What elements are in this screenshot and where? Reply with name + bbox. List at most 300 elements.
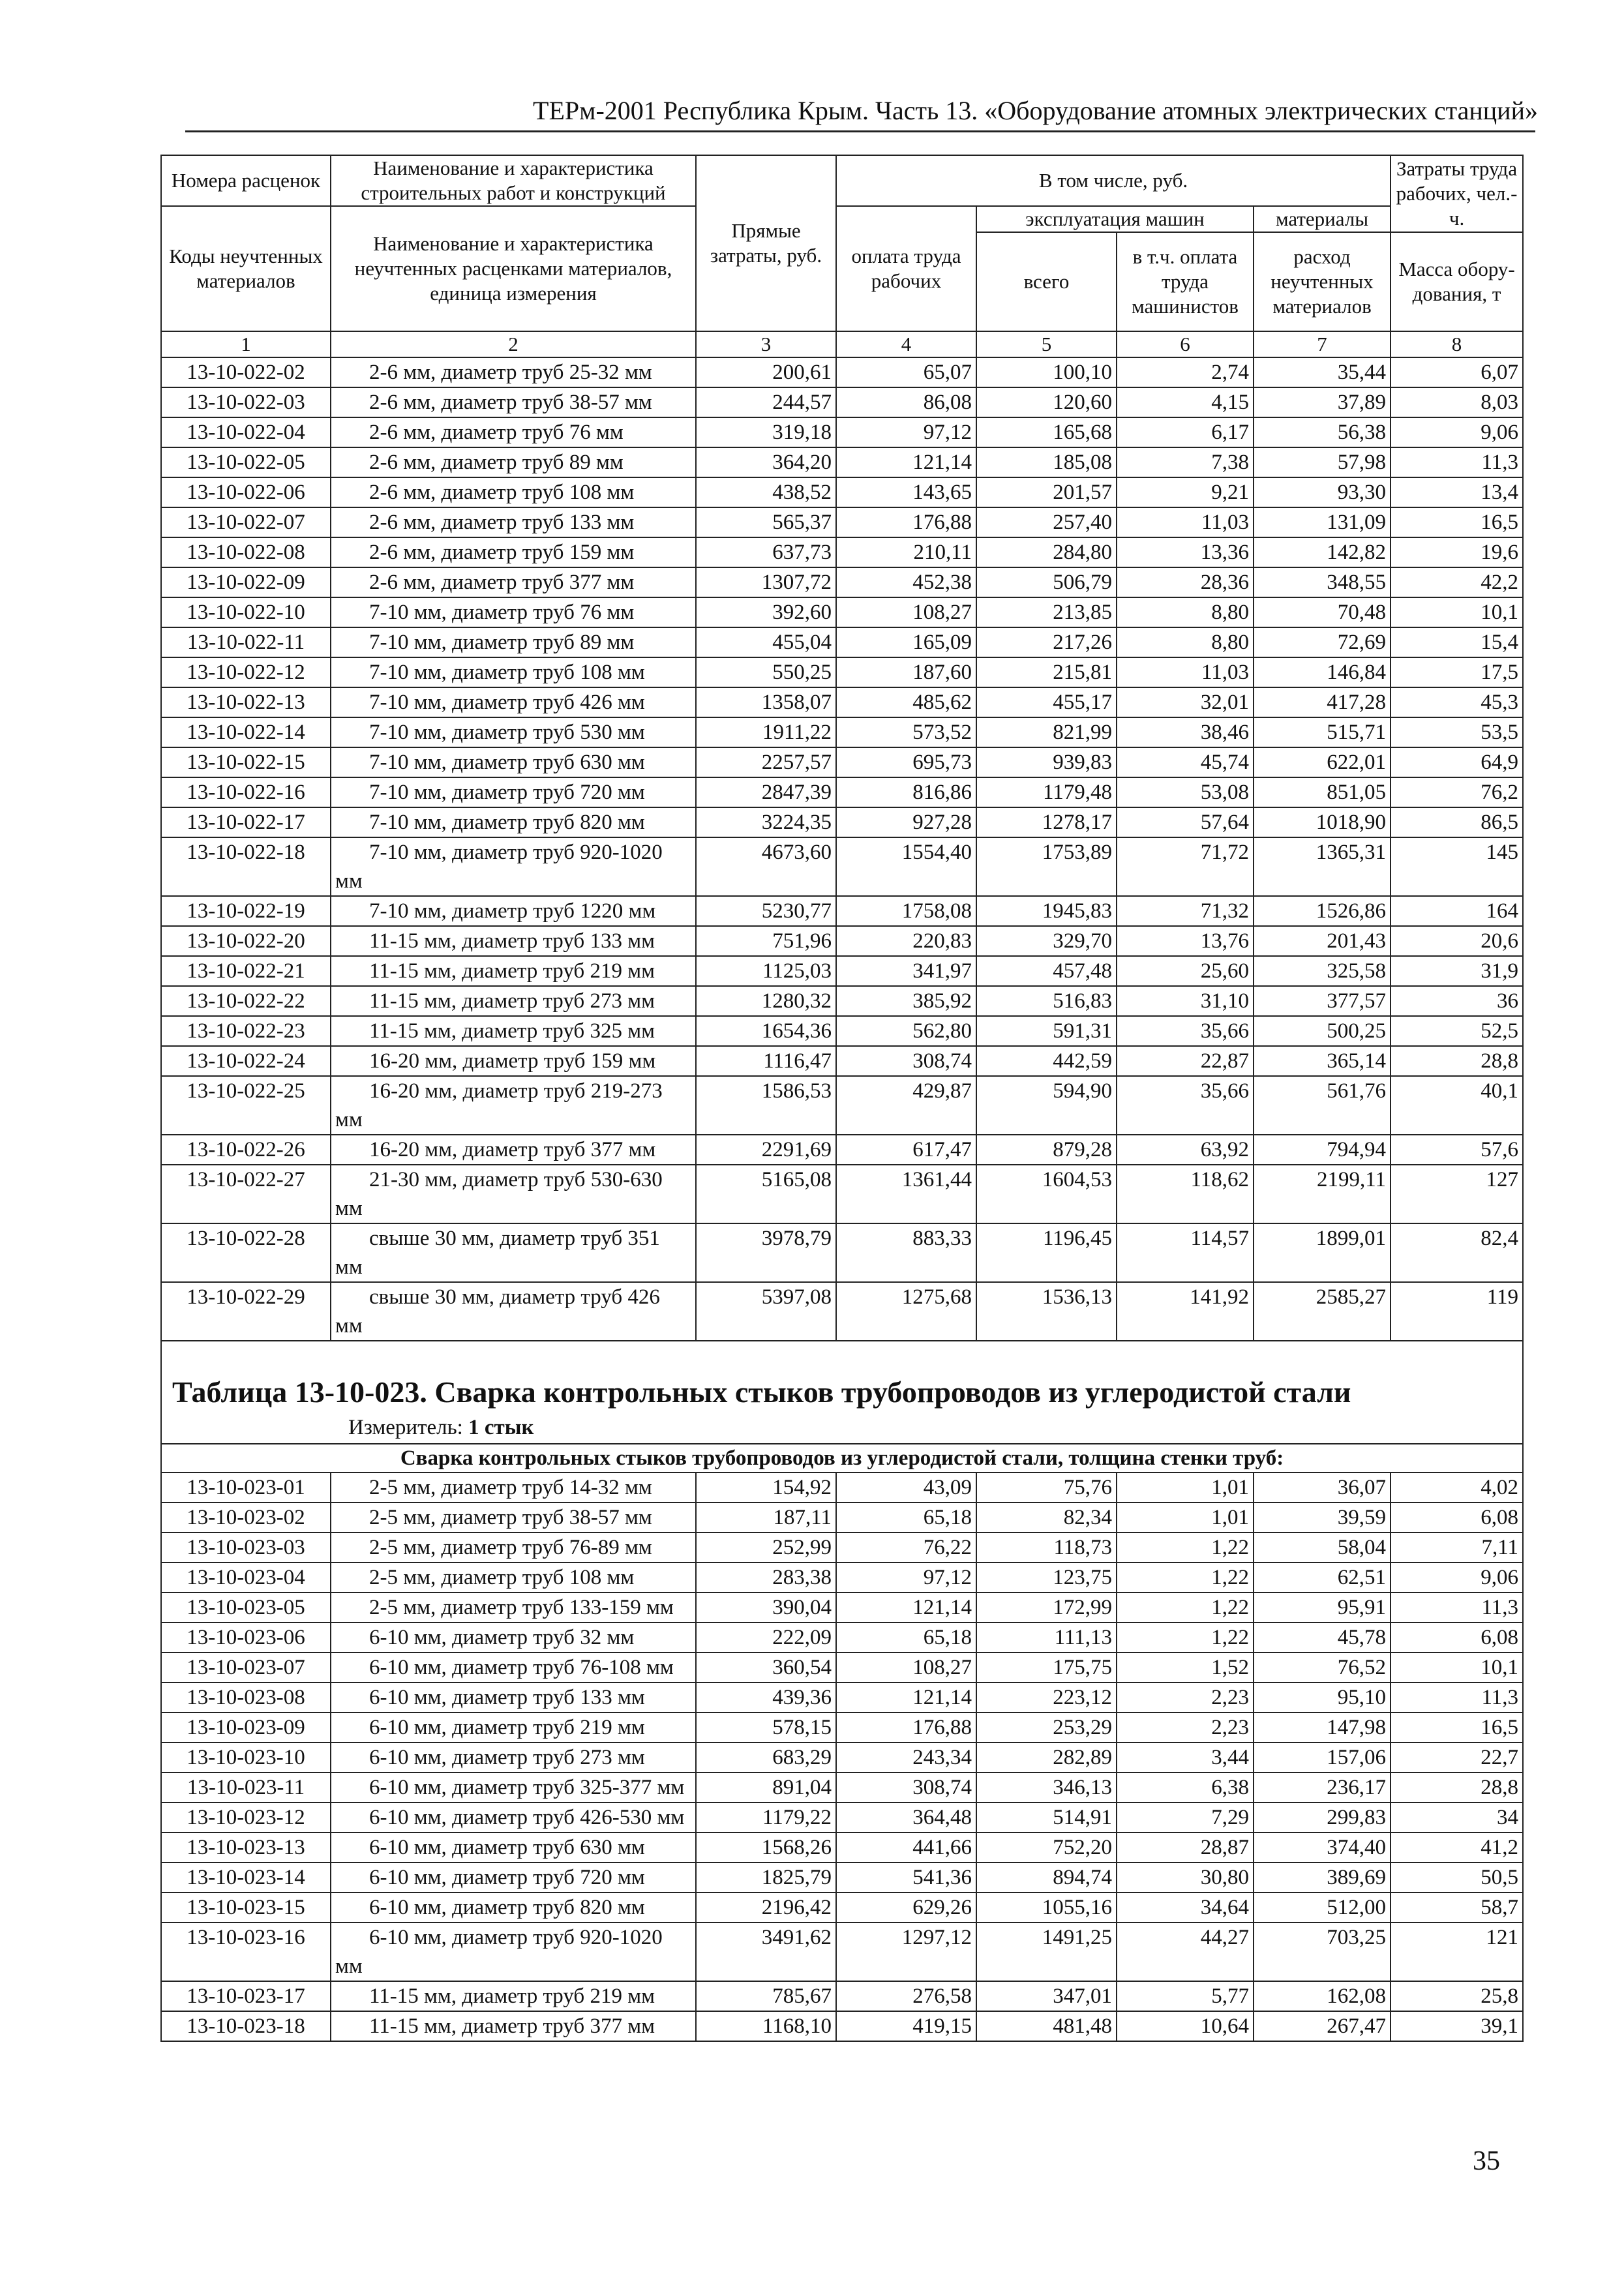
labor-costs: 8,03 bbox=[1391, 387, 1523, 417]
labor-costs: 28,8 bbox=[1391, 1046, 1523, 1076]
table-row bbox=[161, 417, 1523, 447]
machines-total: 82,34 bbox=[976, 1503, 1117, 1533]
machines-total: 821,99 bbox=[976, 717, 1117, 747]
worker-wages: 419,15 bbox=[836, 2011, 976, 2041]
direct-costs: 360,54 bbox=[696, 1653, 836, 1683]
rate-code: 13-10-023-17 bbox=[161, 1981, 331, 2011]
labor-costs: 127 bbox=[1391, 1165, 1523, 1223]
work-description: 7-10 мм, диаметр труб 920-1020 мм bbox=[331, 837, 696, 896]
column-number: 7 bbox=[1254, 331, 1391, 357]
materials-cost: 374,40 bbox=[1254, 1833, 1391, 1863]
materials-cost: 794,94 bbox=[1254, 1135, 1391, 1165]
direct-costs: 1568,26 bbox=[696, 1833, 836, 1863]
labor-costs: 28,8 bbox=[1391, 1773, 1523, 1803]
machines-total: 594,90 bbox=[976, 1076, 1117, 1135]
work-description: свыше 30 мм, диаметр труб 351 мм bbox=[331, 1223, 696, 1282]
machinist-wages: 71,32 bbox=[1117, 896, 1254, 926]
machinist-wages: 22,87 bbox=[1117, 1046, 1254, 1076]
table-13-10-023-section: Сварка контрольных стыков трубопроводов из углеродистой стали, толщина стенки труб: bbox=[161, 1444, 1523, 1473]
materials-cost: 37,89 bbox=[1254, 387, 1391, 417]
rate-code: 13-10-023-01 bbox=[161, 1473, 331, 1503]
col-unaccounted-materials: расход неучтенных материалов bbox=[1254, 232, 1391, 331]
work-description: 6-10 мм, диаметр труб 630 мм bbox=[331, 1833, 696, 1863]
labor-costs: 13,4 bbox=[1391, 477, 1523, 507]
table-row bbox=[161, 1223, 1523, 1282]
table-row bbox=[161, 1593, 1523, 1623]
work-description: 2-5 мм, диаметр труб 108 мм bbox=[331, 1563, 696, 1593]
direct-costs: 455,04 bbox=[696, 627, 836, 657]
rate-code: 13-10-022-20 bbox=[161, 926, 331, 956]
direct-costs: 751,96 bbox=[696, 926, 836, 956]
table-gap bbox=[161, 1341, 1523, 1361]
worker-wages: 1275,68 bbox=[836, 1282, 976, 1341]
table-row bbox=[161, 1833, 1523, 1863]
machinist-wages: 1,22 bbox=[1117, 1623, 1254, 1653]
worker-wages: 176,88 bbox=[836, 507, 976, 537]
worker-wages: 573,52 bbox=[836, 717, 976, 747]
worker-wages: 65,07 bbox=[836, 357, 976, 387]
work-description: 7-10 мм, диаметр труб 1220 мм bbox=[331, 896, 696, 926]
col-material-codes: Коды неучтенных материалов bbox=[161, 206, 331, 331]
labor-costs: 36 bbox=[1391, 986, 1523, 1016]
labor-costs: 57,6 bbox=[1391, 1135, 1523, 1165]
labor-costs: 31,9 bbox=[1391, 956, 1523, 986]
labor-costs: 25,8 bbox=[1391, 1981, 1523, 2011]
rate-code: 13-10-023-08 bbox=[161, 1683, 331, 1713]
labor-costs: 42,2 bbox=[1391, 567, 1523, 597]
machinist-wages: 31,10 bbox=[1117, 986, 1254, 1016]
materials-cost: 35,44 bbox=[1254, 357, 1391, 387]
machines-total: 1945,83 bbox=[976, 896, 1117, 926]
table-row bbox=[161, 1922, 1523, 1981]
materials-cost: 72,69 bbox=[1254, 627, 1391, 657]
work-description: 6-10 мм, диаметр труб 820 мм bbox=[331, 1893, 696, 1922]
machinist-wages: 8,80 bbox=[1117, 597, 1254, 627]
materials-cost: 146,84 bbox=[1254, 657, 1391, 687]
machinist-wages: 7,38 bbox=[1117, 447, 1254, 477]
direct-costs: 3224,35 bbox=[696, 807, 836, 837]
work-description: 6-10 мм, диаметр труб 325-377 мм bbox=[331, 1773, 696, 1803]
machines-total: 894,74 bbox=[976, 1863, 1117, 1893]
machinist-wages: 8,80 bbox=[1117, 627, 1254, 657]
rate-code: 13-10-023-07 bbox=[161, 1653, 331, 1683]
materials-cost: 561,76 bbox=[1254, 1076, 1391, 1135]
rate-code: 13-10-023-11 bbox=[161, 1773, 331, 1803]
col-equipment-mass: Масса обору-дования, т bbox=[1391, 232, 1523, 331]
worker-wages: 541,36 bbox=[836, 1863, 976, 1893]
direct-costs: 637,73 bbox=[696, 537, 836, 567]
labor-costs: 11,3 bbox=[1391, 447, 1523, 477]
column-number: 5 bbox=[976, 331, 1117, 357]
labor-costs: 17,5 bbox=[1391, 657, 1523, 687]
worker-wages: 562,80 bbox=[836, 1016, 976, 1046]
machines-total: 516,83 bbox=[976, 986, 1117, 1016]
worker-wages: 121,14 bbox=[836, 1683, 976, 1713]
machines-total: 939,83 bbox=[976, 747, 1117, 777]
column-number: 6 bbox=[1117, 331, 1254, 357]
table-row bbox=[161, 477, 1523, 507]
labor-costs: 11,3 bbox=[1391, 1593, 1523, 1623]
worker-wages: 86,08 bbox=[836, 387, 976, 417]
work-description: 11-15 мм, диаметр труб 133 мм bbox=[331, 926, 696, 956]
table-row bbox=[161, 2011, 1523, 2041]
work-description: 6-10 мм, диаметр труб 273 мм bbox=[331, 1743, 696, 1773]
direct-costs: 200,61 bbox=[696, 357, 836, 387]
machinist-wages: 35,66 bbox=[1117, 1016, 1254, 1046]
direct-costs: 5397,08 bbox=[696, 1282, 836, 1341]
table-row bbox=[161, 1016, 1523, 1046]
direct-costs: 1358,07 bbox=[696, 687, 836, 717]
machines-total: 1753,89 bbox=[976, 837, 1117, 896]
worker-wages: 1297,12 bbox=[836, 1922, 976, 1981]
rate-code: 13-10-022-05 bbox=[161, 447, 331, 477]
worker-wages: 485,62 bbox=[836, 687, 976, 717]
table-13-10-023-body bbox=[161, 1473, 1523, 2041]
rate-code: 13-10-022-14 bbox=[161, 717, 331, 747]
materials-cost: 512,00 bbox=[1254, 1893, 1391, 1922]
materials-cost: 348,55 bbox=[1254, 567, 1391, 597]
table-13-10-023-title: Таблица 13-10-023. Сварка контрольных стыков трубопроводов из углеродистой стали bbox=[161, 1361, 1523, 1412]
machines-total: 347,01 bbox=[976, 1981, 1117, 2011]
machinist-wages: 34,64 bbox=[1117, 1893, 1254, 1922]
rate-code: 13-10-022-26 bbox=[161, 1135, 331, 1165]
work-description: 16-20 мм, диаметр труб 159 мм bbox=[331, 1046, 696, 1076]
worker-wages: 308,74 bbox=[836, 1773, 976, 1803]
direct-costs: 1168,10 bbox=[696, 2011, 836, 2041]
machines-total: 175,75 bbox=[976, 1653, 1117, 1683]
work-description: 2-6 мм, диаметр труб 133 мм bbox=[331, 507, 696, 537]
table-row bbox=[161, 1282, 1523, 1341]
rate-code: 13-10-023-18 bbox=[161, 2011, 331, 2041]
machines-total: 442,59 bbox=[976, 1046, 1117, 1076]
worker-wages: 108,27 bbox=[836, 597, 976, 627]
machinist-wages: 71,72 bbox=[1117, 837, 1254, 896]
table-row bbox=[161, 1653, 1523, 1683]
materials-cost: 2585,27 bbox=[1254, 1282, 1391, 1341]
rate-code: 13-10-022-17 bbox=[161, 807, 331, 837]
machines-total: 123,75 bbox=[976, 1563, 1117, 1593]
table-row bbox=[161, 1773, 1523, 1803]
table-row bbox=[161, 357, 1523, 387]
worker-wages: 927,28 bbox=[836, 807, 976, 837]
direct-costs: 1911,22 bbox=[696, 717, 836, 747]
machinist-wages: 35,66 bbox=[1117, 1076, 1254, 1135]
machinist-wages: 30,80 bbox=[1117, 1863, 1254, 1893]
work-description: 2-6 мм, диаметр труб 76 мм bbox=[331, 417, 696, 447]
labor-costs: 20,6 bbox=[1391, 926, 1523, 956]
work-description: 11-15 мм, диаметр труб 219 мм bbox=[331, 956, 696, 986]
work-description: 2-5 мм, диаметр труб 133-159 мм bbox=[331, 1593, 696, 1623]
rate-code: 13-10-022-29 bbox=[161, 1282, 331, 1341]
rate-code: 13-10-022-22 bbox=[161, 986, 331, 1016]
work-description: 7-10 мм, диаметр труб 426 мм bbox=[331, 687, 696, 717]
direct-costs: 364,20 bbox=[696, 447, 836, 477]
worker-wages: 883,33 bbox=[836, 1223, 976, 1282]
rate-code: 13-10-022-11 bbox=[161, 627, 331, 657]
table-row bbox=[161, 1623, 1523, 1653]
work-description: 7-10 мм, диаметр труб 820 мм bbox=[331, 807, 696, 837]
materials-cost: 236,17 bbox=[1254, 1773, 1391, 1803]
rate-code: 13-10-022-04 bbox=[161, 417, 331, 447]
labor-costs: 6,08 bbox=[1391, 1623, 1523, 1653]
direct-costs: 438,52 bbox=[696, 477, 836, 507]
direct-costs: 252,99 bbox=[696, 1533, 836, 1563]
rate-code: 13-10-022-06 bbox=[161, 477, 331, 507]
rate-code: 13-10-023-10 bbox=[161, 1743, 331, 1773]
machinist-wages: 44,27 bbox=[1117, 1922, 1254, 1981]
machines-total: 1536,13 bbox=[976, 1282, 1117, 1341]
machinist-wages: 28,36 bbox=[1117, 567, 1254, 597]
direct-costs: 1179,22 bbox=[696, 1803, 836, 1833]
rate-code: 13-10-023-04 bbox=[161, 1563, 331, 1593]
materials-cost: 95,10 bbox=[1254, 1683, 1391, 1713]
materials-cost: 142,82 bbox=[1254, 537, 1391, 567]
rate-code: 13-10-022-23 bbox=[161, 1016, 331, 1046]
work-description: 2-5 мм, диаметр труб 76-89 мм bbox=[331, 1533, 696, 1563]
work-description: 6-10 мм, диаметр труб 133 мм bbox=[331, 1683, 696, 1713]
labor-costs: 6,07 bbox=[1391, 357, 1523, 387]
work-description: 6-10 мм, диаметр труб 920-1020 мм bbox=[331, 1922, 696, 1981]
table-row bbox=[161, 1981, 1523, 2011]
worker-wages: 210,11 bbox=[836, 537, 976, 567]
labor-costs: 121 bbox=[1391, 1922, 1523, 1981]
materials-cost: 57,98 bbox=[1254, 447, 1391, 477]
measure-label: Измеритель: bbox=[348, 1416, 463, 1439]
table-row bbox=[161, 1473, 1523, 1503]
machinist-wages: 32,01 bbox=[1117, 687, 1254, 717]
table-row bbox=[161, 1683, 1523, 1713]
machinist-wages: 13,76 bbox=[1117, 926, 1254, 956]
column-number: 8 bbox=[1391, 331, 1523, 357]
machines-total: 120,60 bbox=[976, 387, 1117, 417]
materials-cost: 851,05 bbox=[1254, 777, 1391, 807]
rate-code: 13-10-023-16 bbox=[161, 1922, 331, 1981]
machines-total: 329,70 bbox=[976, 926, 1117, 956]
worker-wages: 65,18 bbox=[836, 1503, 976, 1533]
column-numbers-row bbox=[161, 331, 1523, 357]
col-materials: материалы bbox=[1254, 206, 1391, 232]
rate-code: 13-10-023-03 bbox=[161, 1533, 331, 1563]
header-rule bbox=[185, 130, 1535, 132]
machinist-wages: 2,23 bbox=[1117, 1713, 1254, 1743]
machinist-wages: 118,62 bbox=[1117, 1165, 1254, 1223]
work-description: 6-10 мм, диаметр труб 219 мм bbox=[331, 1713, 696, 1743]
labor-costs: 145 bbox=[1391, 837, 1523, 896]
column-number: 2 bbox=[331, 331, 696, 357]
direct-costs: 187,11 bbox=[696, 1503, 836, 1533]
table-row bbox=[161, 926, 1523, 956]
machinist-wages: 13,36 bbox=[1117, 537, 1254, 567]
materials-cost: 417,28 bbox=[1254, 687, 1391, 717]
labor-costs: 9,06 bbox=[1391, 1563, 1523, 1593]
machinist-wages: 114,57 bbox=[1117, 1223, 1254, 1282]
direct-costs: 1116,47 bbox=[696, 1046, 836, 1076]
rate-code: 13-10-022-28 bbox=[161, 1223, 331, 1282]
direct-costs: 319,18 bbox=[696, 417, 836, 447]
work-description: 2-6 мм, диаметр труб 108 мм bbox=[331, 477, 696, 507]
direct-costs: 1125,03 bbox=[696, 956, 836, 986]
direct-costs: 683,29 bbox=[696, 1743, 836, 1773]
worker-wages: 243,34 bbox=[836, 1743, 976, 1773]
direct-costs: 390,04 bbox=[696, 1593, 836, 1623]
labor-costs: 52,5 bbox=[1391, 1016, 1523, 1046]
work-description: 11-15 мм, диаметр труб 325 мм bbox=[331, 1016, 696, 1046]
rate-code: 13-10-022-24 bbox=[161, 1046, 331, 1076]
col-rate-numbers: Номера расценок bbox=[161, 155, 331, 206]
machines-total: 257,40 bbox=[976, 507, 1117, 537]
rate-code: 13-10-022-25 bbox=[161, 1076, 331, 1135]
rate-code: 13-10-022-27 bbox=[161, 1165, 331, 1223]
rate-code: 13-10-023-13 bbox=[161, 1833, 331, 1863]
machinist-wages: 1,52 bbox=[1117, 1653, 1254, 1683]
direct-costs: 891,04 bbox=[696, 1773, 836, 1803]
machinist-wages: 6,17 bbox=[1117, 417, 1254, 447]
direct-costs: 2847,39 bbox=[696, 777, 836, 807]
work-description: 2-6 мм, диаметр труб 25-32 мм bbox=[331, 357, 696, 387]
machines-total: 1196,45 bbox=[976, 1223, 1117, 1282]
page-number: 35 bbox=[1473, 2146, 1500, 2176]
direct-costs: 785,67 bbox=[696, 1981, 836, 2011]
machines-total: 1604,53 bbox=[976, 1165, 1117, 1223]
rate-code: 13-10-022-16 bbox=[161, 777, 331, 807]
materials-cost: 162,08 bbox=[1254, 1981, 1391, 2011]
labor-costs: 39,1 bbox=[1391, 2011, 1523, 2041]
materials-cost: 157,06 bbox=[1254, 1743, 1391, 1773]
table-row bbox=[161, 1533, 1523, 1563]
table-13-10-022-body bbox=[161, 357, 1523, 1341]
measure-value: 1 стык bbox=[468, 1416, 534, 1439]
rate-code: 13-10-022-19 bbox=[161, 896, 331, 926]
rate-code: 13-10-023-15 bbox=[161, 1893, 331, 1922]
machinist-wages: 6,38 bbox=[1117, 1773, 1254, 1803]
materials-cost: 622,01 bbox=[1254, 747, 1391, 777]
rate-code: 13-10-022-10 bbox=[161, 597, 331, 627]
work-description: 6-10 мм, диаметр труб 720 мм bbox=[331, 1863, 696, 1893]
col-machinist-wages: в т.ч. оплата труда машинистов bbox=[1117, 232, 1254, 331]
table-row bbox=[161, 387, 1523, 417]
table-13-10-023-heading bbox=[161, 1341, 1523, 1473]
direct-costs: 283,38 bbox=[696, 1563, 836, 1593]
table-row bbox=[161, 447, 1523, 477]
table-row bbox=[161, 747, 1523, 777]
machines-total: 118,73 bbox=[976, 1533, 1117, 1563]
work-description: 6-10 мм, диаметр труб 426-530 мм bbox=[331, 1803, 696, 1833]
labor-costs: 45,3 bbox=[1391, 687, 1523, 717]
rate-code: 13-10-023-06 bbox=[161, 1623, 331, 1653]
direct-costs: 244,57 bbox=[696, 387, 836, 417]
worker-wages: 341,97 bbox=[836, 956, 976, 986]
machines-total: 284,80 bbox=[976, 537, 1117, 567]
rate-code: 13-10-022-02 bbox=[161, 357, 331, 387]
worker-wages: 1758,08 bbox=[836, 896, 976, 926]
table-row bbox=[161, 1893, 1523, 1922]
table-row bbox=[161, 1743, 1523, 1773]
machines-total: 215,81 bbox=[976, 657, 1117, 687]
labor-costs: 10,1 bbox=[1391, 597, 1523, 627]
worker-wages: 385,92 bbox=[836, 986, 976, 1016]
machines-total: 201,57 bbox=[976, 477, 1117, 507]
work-description: 7-10 мм, диаметр труб 89 мм bbox=[331, 627, 696, 657]
machinist-wages: 7,29 bbox=[1117, 1803, 1254, 1833]
labor-costs: 82,4 bbox=[1391, 1223, 1523, 1282]
worker-wages: 276,58 bbox=[836, 1981, 976, 2011]
machinist-wages: 45,74 bbox=[1117, 747, 1254, 777]
materials-cost: 325,58 bbox=[1254, 956, 1391, 986]
col-machines-total: всего bbox=[976, 232, 1117, 331]
labor-costs: 16,5 bbox=[1391, 507, 1523, 537]
labor-costs: 11,3 bbox=[1391, 1683, 1523, 1713]
materials-cost: 131,09 bbox=[1254, 507, 1391, 537]
work-description: 2-5 мм, диаметр труб 14-32 мм bbox=[331, 1473, 696, 1503]
col-including: В том числе, руб. bbox=[836, 155, 1391, 206]
col-labor-costs: Затраты труда рабочих, чел.-ч. bbox=[1391, 155, 1523, 232]
table-row bbox=[161, 1863, 1523, 1893]
rates-table bbox=[160, 155, 1524, 2042]
labor-costs: 58,7 bbox=[1391, 1893, 1523, 1922]
table-row bbox=[161, 1713, 1523, 1743]
table-row bbox=[161, 627, 1523, 657]
rate-code: 13-10-023-05 bbox=[161, 1593, 331, 1623]
labor-costs: 64,9 bbox=[1391, 747, 1523, 777]
machines-total: 282,89 bbox=[976, 1743, 1117, 1773]
labor-costs: 22,7 bbox=[1391, 1743, 1523, 1773]
materials-cost: 2199,11 bbox=[1254, 1165, 1391, 1223]
document-body bbox=[160, 155, 1522, 2042]
machines-total: 253,29 bbox=[976, 1713, 1117, 1743]
worker-wages: 65,18 bbox=[836, 1623, 976, 1653]
direct-costs: 578,15 bbox=[696, 1713, 836, 1743]
work-description: 2-5 мм, диаметр труб 38-57 мм bbox=[331, 1503, 696, 1533]
machines-total: 165,68 bbox=[976, 417, 1117, 447]
direct-costs: 439,36 bbox=[696, 1683, 836, 1713]
direct-costs: 3978,79 bbox=[696, 1223, 836, 1282]
materials-cost: 147,98 bbox=[1254, 1713, 1391, 1743]
materials-cost: 299,83 bbox=[1254, 1803, 1391, 1833]
worker-wages: 176,88 bbox=[836, 1713, 976, 1743]
materials-cost: 1365,31 bbox=[1254, 837, 1391, 896]
machines-total: 1055,16 bbox=[976, 1893, 1117, 1922]
table-row bbox=[161, 567, 1523, 597]
materials-cost: 62,51 bbox=[1254, 1563, 1391, 1593]
machinist-wages: 2,74 bbox=[1117, 357, 1254, 387]
table-row bbox=[161, 1803, 1523, 1833]
rate-code: 13-10-022-09 bbox=[161, 567, 331, 597]
materials-cost: 95,91 bbox=[1254, 1593, 1391, 1623]
table-row bbox=[161, 717, 1523, 747]
col-machine-operation: эксплуатация машин bbox=[976, 206, 1254, 232]
worker-wages: 429,87 bbox=[836, 1076, 976, 1135]
labor-costs: 34 bbox=[1391, 1803, 1523, 1833]
labor-costs: 19,6 bbox=[1391, 537, 1523, 567]
worker-wages: 43,09 bbox=[836, 1473, 976, 1503]
table-row bbox=[161, 507, 1523, 537]
materials-cost: 389,69 bbox=[1254, 1863, 1391, 1893]
materials-cost: 56,38 bbox=[1254, 417, 1391, 447]
worker-wages: 617,47 bbox=[836, 1135, 976, 1165]
labor-costs: 53,5 bbox=[1391, 717, 1523, 747]
machinist-wages: 1,22 bbox=[1117, 1563, 1254, 1593]
machinist-wages: 38,46 bbox=[1117, 717, 1254, 747]
worker-wages: 76,22 bbox=[836, 1533, 976, 1563]
col-worker-wages: оплата труда рабочих bbox=[836, 206, 976, 331]
direct-costs: 1654,36 bbox=[696, 1016, 836, 1046]
work-description: 6-10 мм, диаметр труб 32 мм bbox=[331, 1623, 696, 1653]
direct-costs: 1825,79 bbox=[696, 1863, 836, 1893]
worker-wages: 121,14 bbox=[836, 447, 976, 477]
labor-costs: 86,5 bbox=[1391, 807, 1523, 837]
machines-total: 1179,48 bbox=[976, 777, 1117, 807]
materials-cost: 39,59 bbox=[1254, 1503, 1391, 1533]
